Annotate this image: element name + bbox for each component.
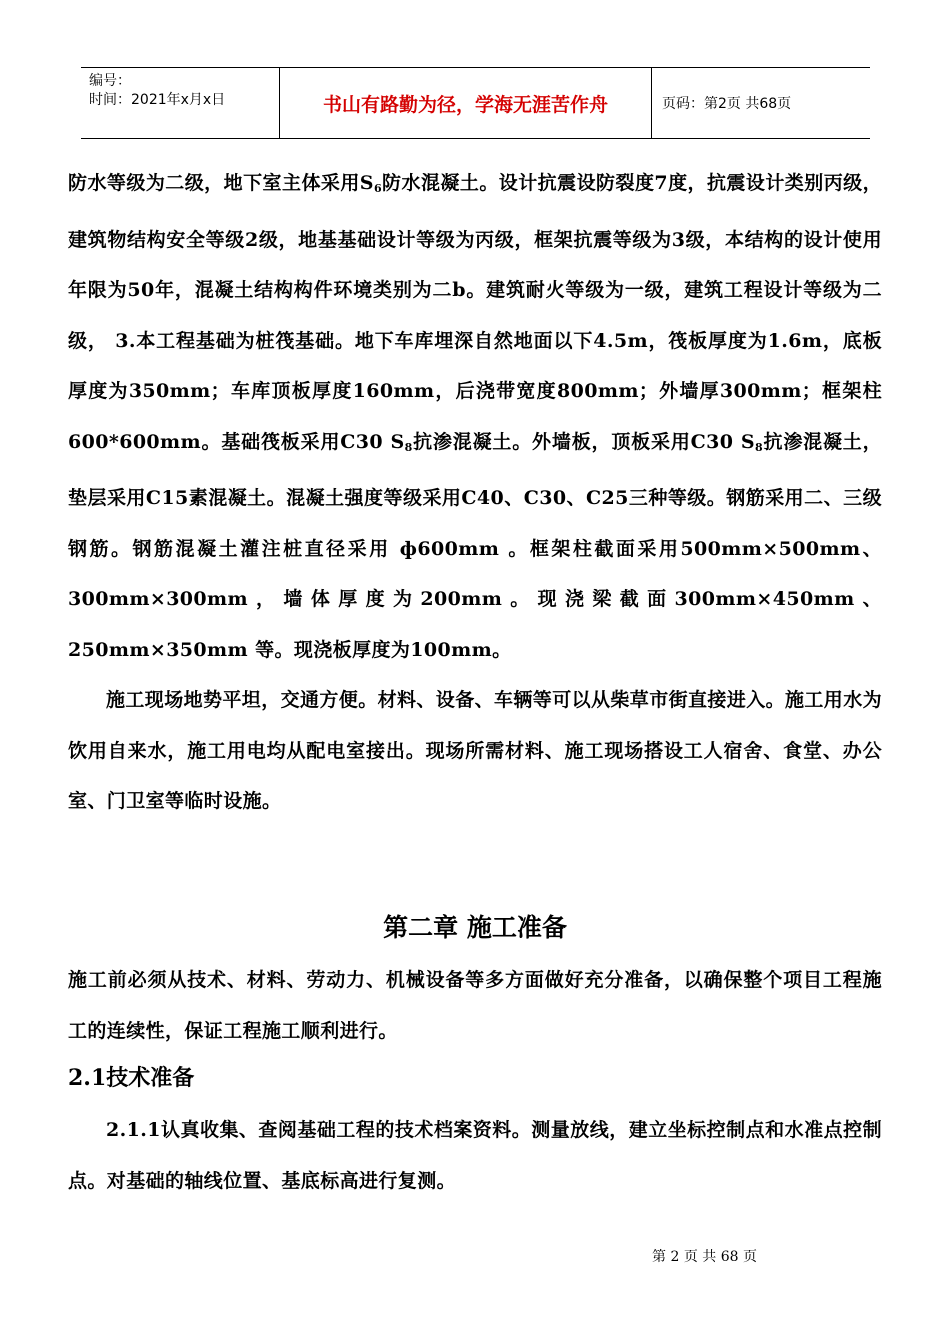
document-time-label: 时间：2021年x月x日 bbox=[89, 92, 226, 108]
chapter-intro-block bbox=[68, 955, 882, 1056]
paragraph-site-conditions: 施工现场地势平坦，交通方便。材料、设备、车辆等可以从柴草市街直接进入。施工用水为饮用自来水，施工用电均从配电室接出。现场所需材料、施工现场搭设工人宿舍、食堂、办公室、门卫室等临时设施。 bbox=[68, 689, 883, 812]
chapter-title: 第二章 施工准备 bbox=[383, 913, 567, 942]
main-body bbox=[68, 158, 882, 827]
page-header bbox=[81, 67, 870, 139]
header-page-info: 页码：第2页 共68页 bbox=[662, 96, 792, 112]
paragraph-project-overview: 防水等级为二级，地下室主体采用$S_6$防水混凝土。设计抗震设防裂度7度，抗震设计类别丙级，建筑物结构安全等级2级，地基基础设计等级为丙级，框架抗震等级为3级，本结构的设计使用年限为50年，混凝土结构构件环境类别为二b。建筑耐火等级为一级，建筑工程设计等级为二级， 3.本工程基础为桩筏基础。地下车库埋深自然地面以下4.5m，筏板厚度为1.6m，底板厚度为350mm；车库顶板厚度160mm，后浇带宽度800mm；外墙厚300mm；框架柱600*600mm。基础筏板采用C30 $S_8$抗渗混凝土。外墙板，顶板采用C30 $S_8$抗渗混凝土，垫层采用C15素混凝土。混凝土强度等级采用C40、C30、C25三种等级。钢筋采用二、三级钢筋。钢筋混凝土灌注桩直径采用 ф600mm 。框架柱截面采用500mm×500mm、300mm×300mm，墙体厚度为200mm。现浇梁截面300mm×450mm、250mm×350mm 等。现浇板厚度为100mm。 bbox=[68, 172, 883, 661]
document-number-label: 编号： bbox=[89, 73, 131, 89]
subsection-block bbox=[68, 1105, 882, 1206]
header-meta-cell bbox=[81, 68, 280, 138]
page-footer: 第 2 页 共 68 页 bbox=[652, 1249, 757, 1265]
header-motto: 书山有路勤为径，学海无涯苦作舟 bbox=[280, 68, 652, 138]
subsection-text: 2.1.1认真收集、查阅基础工程的技术档案资料。测量放线，建立坐标控制点和水准点控制点。对基础的轴线位置、基底标高进行复测。 bbox=[68, 1119, 882, 1192]
section-title: 2.1技术准备 bbox=[68, 1065, 195, 1091]
chapter-intro: 施工前必须从技术、材料、劳动力、机械设备等多方面做好充分准备，以确保整个项目工程施工的连续性，保证工程施工顺利进行。 bbox=[68, 969, 882, 1042]
